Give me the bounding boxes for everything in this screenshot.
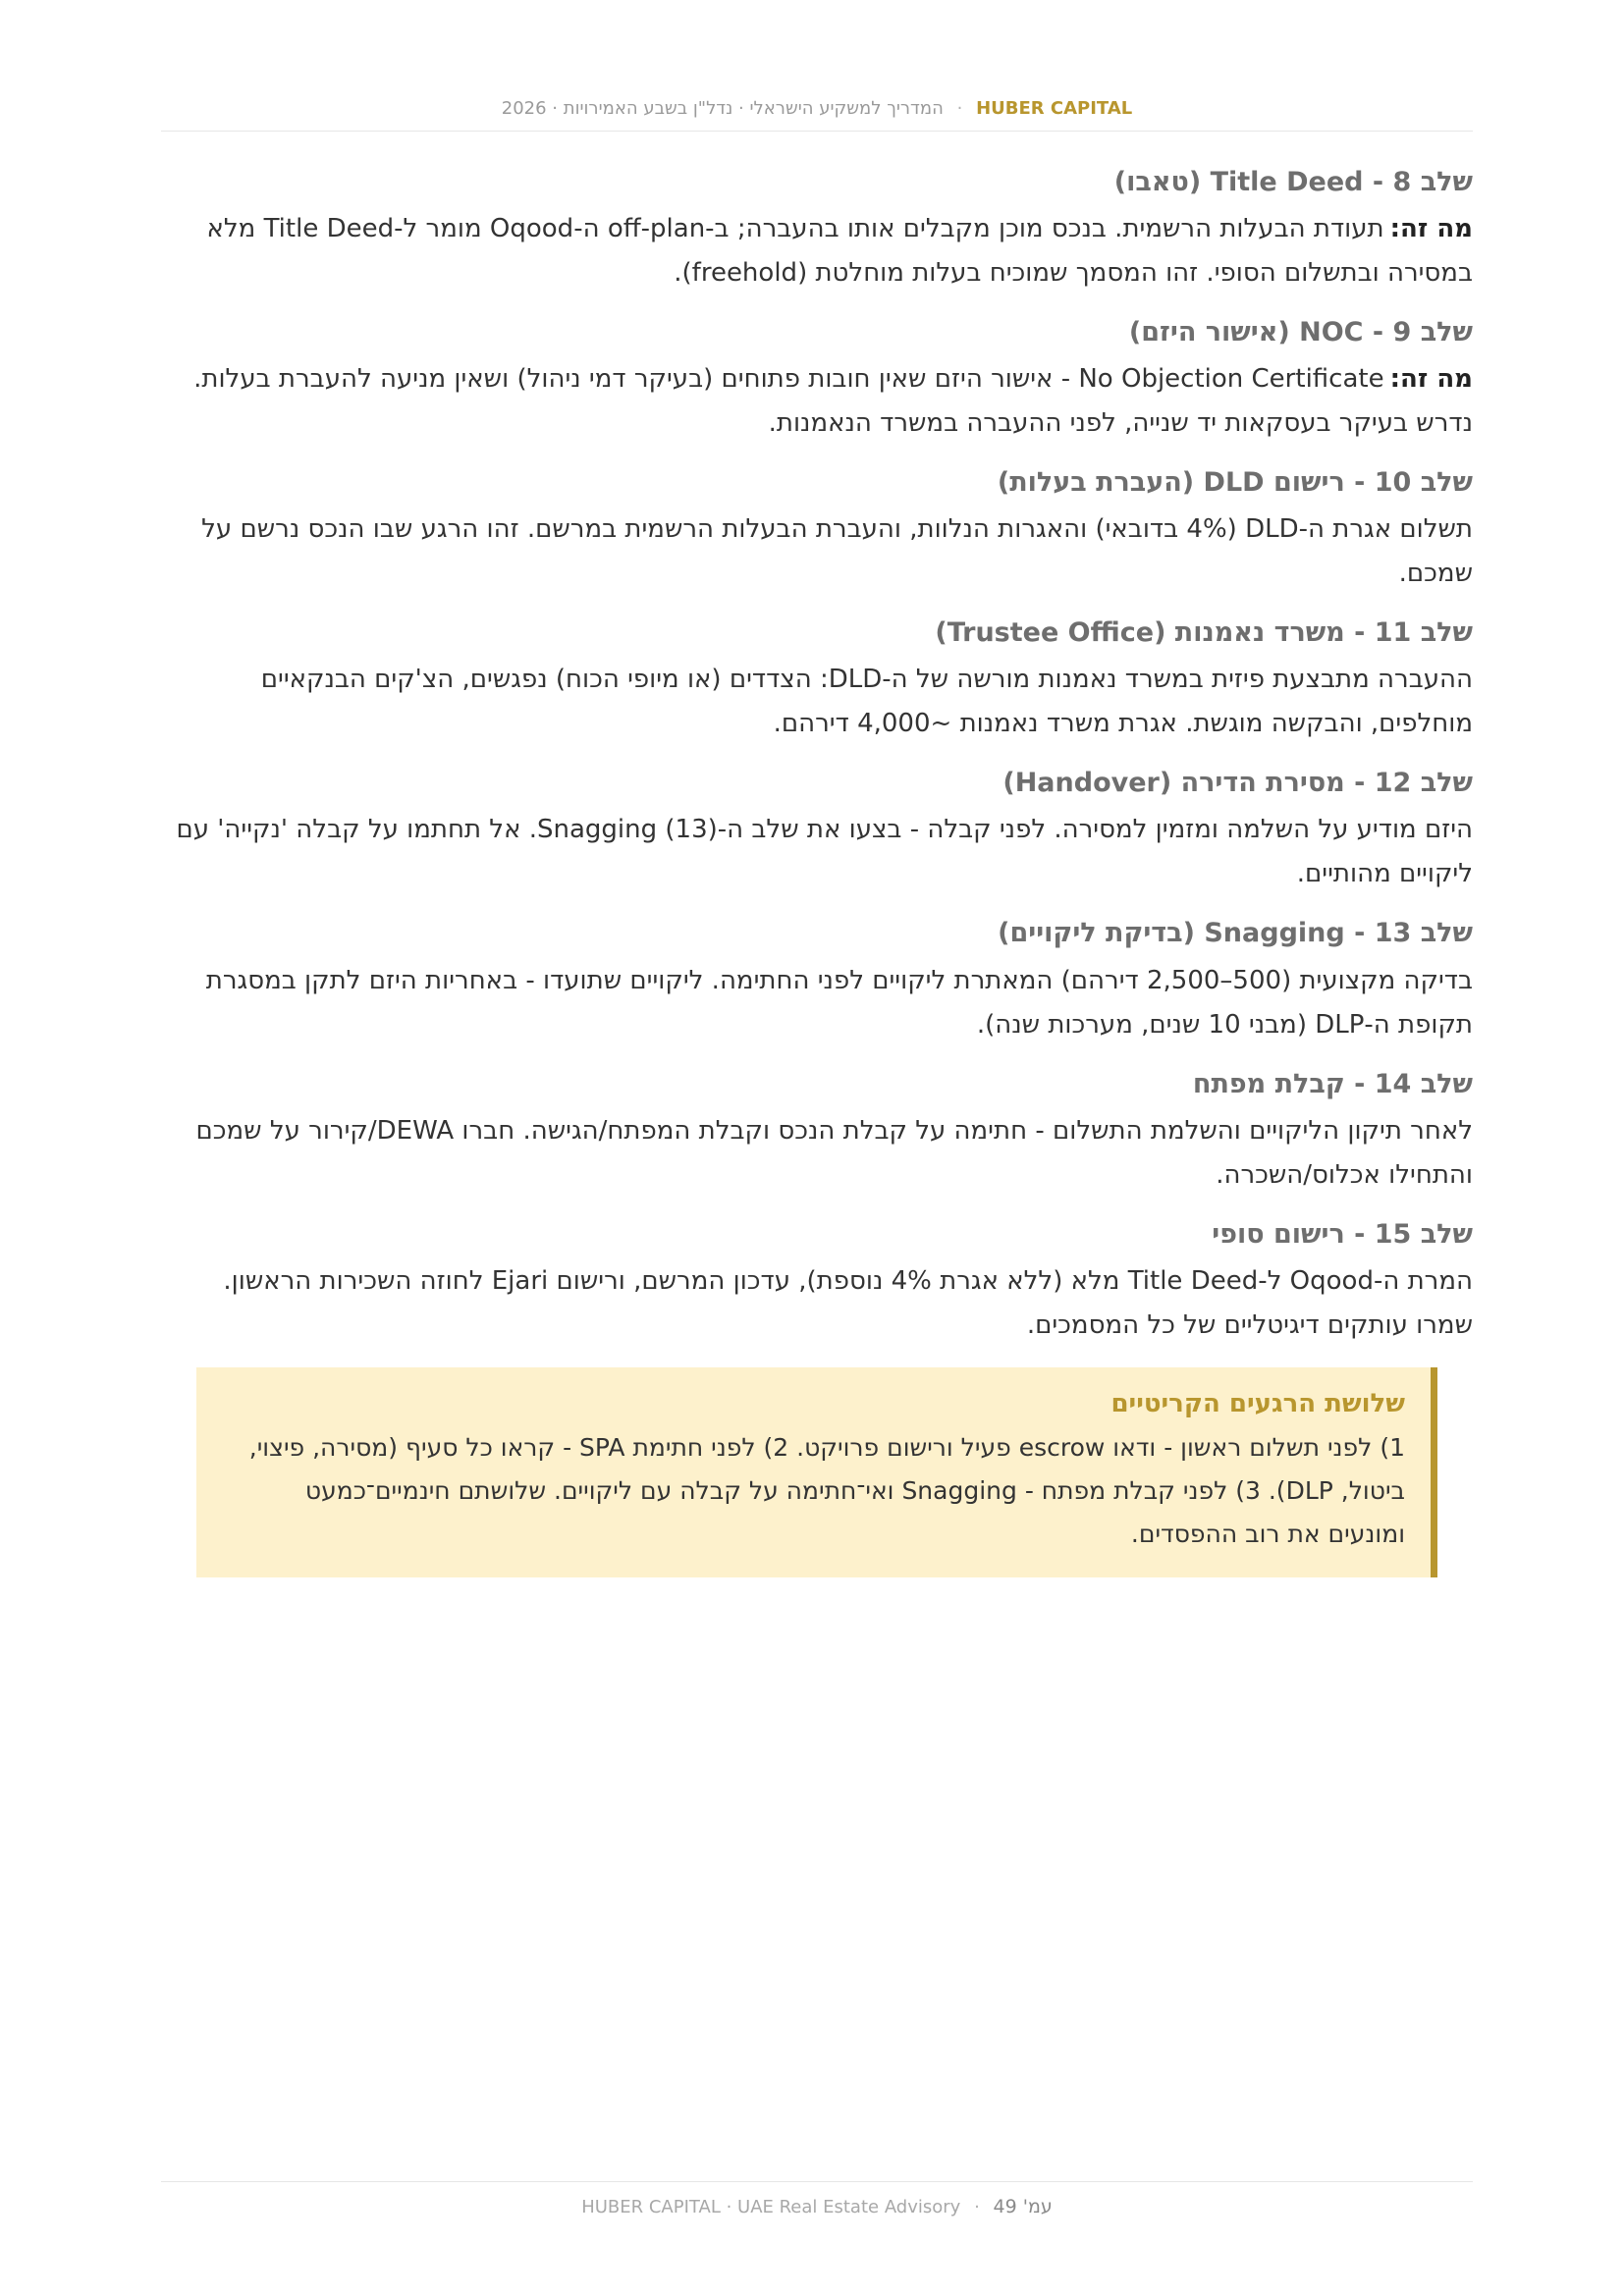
step-11: [161, 615, 1473, 746]
step-body: [161, 357, 1473, 446]
page-footer: [161, 2181, 1473, 2217]
critical-moments-callout: [196, 1367, 1437, 1577]
step-title: שלב 10 - רישום DLD (העברת בעלות): [997, 467, 1473, 499]
step-text: בדיקה מקצועית (500–2,500 דירהם) המאתרת ליקויים לפני החתימה. ליקויים שתועדו - באחריות היזם לתקן במסגרת תקופת ה-DLP (מבני 10 שנים, מערכות שנה).: [205, 965, 1473, 1040]
step-text: תשלום אגרת ה-DLD (4% בדובאי) והאגרות הנלוות, והעברת הבעלות הרשמית במרשם. זהו הרגע שבו הנכס נרשם על שמכם.: [201, 514, 1473, 589]
step-title: שלב 12 - מסירת הדירה (Handover): [1002, 768, 1473, 799]
step-title: שלב 11 - משרד נאמנות (Trustee Office): [935, 617, 1473, 649]
page-number: עמ' 49: [993, 2196, 1053, 2217]
footer-separator: ·: [974, 2197, 980, 2217]
step-title: שלב 14 - קבלת מפתח: [1192, 1068, 1473, 1099]
step-body: [161, 658, 1473, 746]
header-separator: ·: [956, 98, 963, 119]
step-10: [161, 465, 1473, 596]
step-8: [161, 165, 1473, 295]
step-title: שלב 8 - Title Deed (טאבו): [1113, 167, 1473, 197]
step-body: [161, 207, 1473, 295]
step-title: שלב 13 - Snagging (בדיקת ליקויים): [998, 918, 1473, 949]
page-header: [161, 98, 1473, 132]
step-15: [161, 1217, 1473, 1348]
header-subtitle: המדריך למשקיע הישראלי · נדל"ן בשבע האמירויות · 2026: [501, 98, 944, 119]
step-title: שלב 9 - NOC (אישור היזם): [1128, 317, 1473, 348]
step-body: [161, 959, 1473, 1047]
step-text: ההעברה מתבצעת פיזית במשרד נאמנות מורשה של ה-DLD: הצדדים (או מיופי הכוח) נפגשים, הצ'קים הבנקאיים מוחלפים, והבקשה מוגשת. אגרת משרד נאמנות ~4,000 דירהם.: [260, 665, 1473, 739]
header-brand: HUBER CAPITAL: [976, 98, 1133, 119]
page-content: [161, 165, 1473, 1577]
footer-brand: HUBER CAPITAL · UAE Real Estate Advisory: [581, 2197, 961, 2217]
step-lead: מה זה:: [1389, 214, 1473, 244]
step-body: [161, 507, 1473, 596]
callout-text: 1) לפני תשלום ראשון - ודאו escrow פעיל ורישום פרויקט. 2) לפני חתימת SPA - קראו כל סעיף (מסירה, פיצוי, ביטול, DLP). 3) לפני קבלת מפתח - Snagging ואי־חתימה על קבלה עם ליקויים. שלושתם חינמיים־כמעט ומונעים את רוב ההפסדים.: [248, 1432, 1405, 1548]
step-body: [161, 1259, 1473, 1348]
step-14: [161, 1067, 1473, 1198]
step-text: המרת ה-Oqood ל-Title Deed מלא (ללא אגרת 4% נוספת), עדכון המרשם, ורישום Ejari לחוזה השכירות הראשון. שמרו עותקים דיגיטליים של כל המסמכים.: [223, 1265, 1473, 1340]
step-body: [161, 808, 1473, 896]
step-12: [161, 766, 1473, 896]
step-text: לאחר תיקון הליקויים והשלמת התשלום - חתימה על קבלת הנכס וקבלת המפתח/הגישה. חברו DEWA/קירור על שמכם והתחילו אכלוס/השכרה.: [195, 1115, 1473, 1190]
step-title: שלב 15 - רישום סופי: [1212, 1218, 1473, 1250]
step-text: No Objection Certificate - אישור היזם שאין חובות פתוחים (בעיקר דמי ניהול) ושאין מניעה להעברת בעלות. נדרש בעיקר בעסקאות יד שנייה, לפני ההעברה במשרד הנאמנות.: [193, 364, 1473, 439]
step-13: [161, 916, 1473, 1046]
step-lead: מה זה:: [1389, 364, 1473, 395]
step-text: תעודת הבעלות הרשמית. בנכס מוכן מקבלים אותו בהעברה; ב-off-plan ה-Oqood מומר ל-Title Deed מלא במסירה ובתשלום הסופי. זהו המסמך שמוכיח בעלות מוחלטת (freehold).: [206, 214, 1473, 289]
step-9: [161, 315, 1473, 446]
step-body: [161, 1109, 1473, 1198]
step-text: היזם מודיע על השלמה ומזמין למסירה. לפני קבלה - בצעו את שלב ה-Snagging (13). אל תחתמו על קבלה 'נקייה' עם ליקויים מהותיים.: [176, 815, 1473, 889]
callout-title: שלושת הרגעים הקריטיים: [1110, 1388, 1405, 1418]
